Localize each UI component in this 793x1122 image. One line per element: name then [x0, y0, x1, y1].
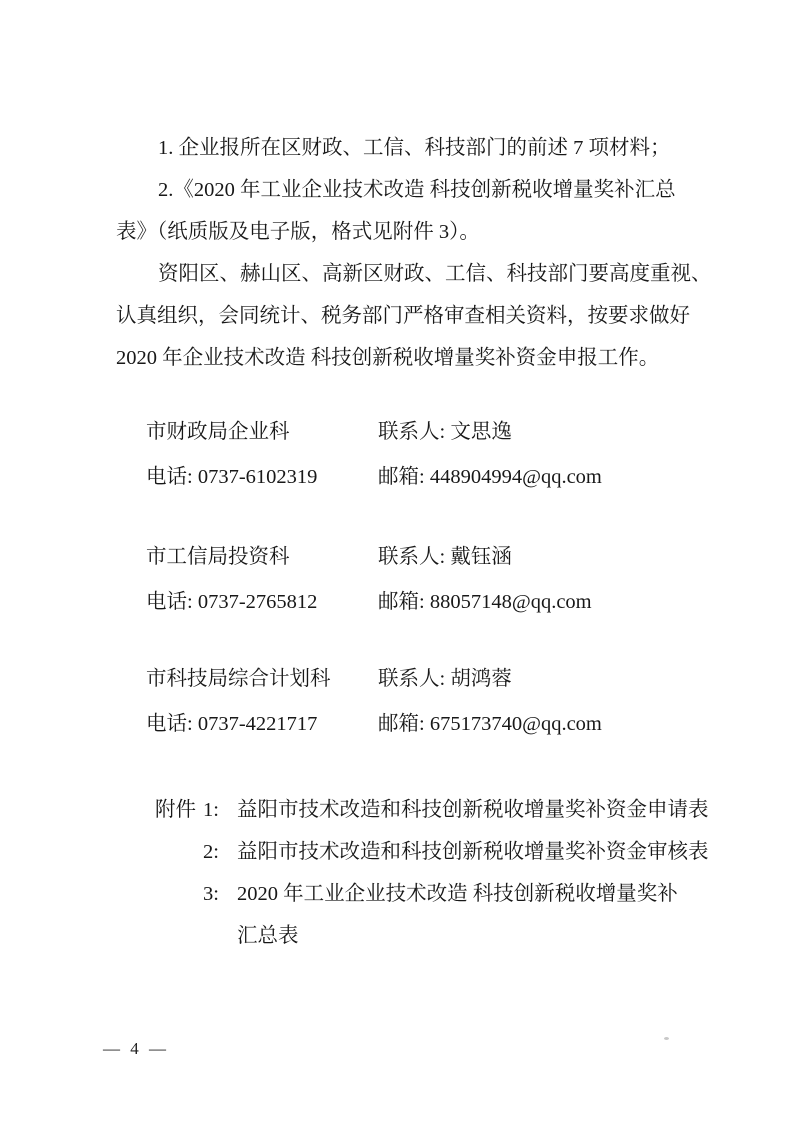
attachments-label: 附件 — [155, 799, 196, 821]
attachment-item-text: 益阳市技术改造和科技创新税收增量奖补资金申请表 — [237, 799, 709, 821]
paragraph-line-1: 资阳区、赫山区、高新区财政、工信、科技部门要高度重视、 — [158, 263, 712, 285]
contact-row — [146, 455, 718, 500]
attachment-item-2 — [155, 831, 716, 873]
attachment-item-text-continuation: 汇总表 — [237, 925, 299, 947]
email-address: 邮箱: 675173740@qq.com — [378, 713, 602, 735]
department-name: 市工信局投资科 — [146, 546, 290, 568]
page-number: — 4 — — [103, 1039, 169, 1058]
attachment-item-3-continuation — [155, 915, 716, 957]
contact-block-finance-bureau — [146, 410, 718, 500]
email-address: 邮箱: 88057148@qq.com — [378, 591, 592, 613]
contact-person: 联系人: 胡鸿蓉 — [378, 668, 512, 690]
attachment-item-number-spacer — [203, 915, 237, 957]
attachments-label-spacer — [155, 915, 203, 957]
attachments-label-spacer — [155, 831, 203, 873]
list-item-2-line-2: 表》（纸质版及电子版，格式见附件 3）。 — [116, 221, 480, 243]
paragraph-line-2: 认真组织，会同统计、税务部门严格审查相关资料，按要求做好 — [116, 305, 690, 327]
body-text — [116, 127, 718, 379]
contact-person: 联系人: 文思逸 — [378, 421, 512, 443]
list-item-1: 1. 企业报所在区财政、工信、科技部门的前述 7 项材料； — [158, 137, 671, 159]
attachment-item-text: 2020 年工业企业技术改造 科技创新税收增量奖补 — [237, 883, 678, 905]
department-name: 市财政局企业科 — [146, 421, 290, 443]
list-item-2-line-1: 2.《2020 年工业企业技术改造 科技创新税收增量奖补汇总 — [158, 179, 676, 201]
attachment-item-number: 3: — [203, 883, 219, 905]
attachment-item-3 — [155, 873, 716, 915]
contact-row — [146, 657, 718, 702]
contact-block-industry-bureau — [146, 535, 718, 625]
phone-number: 电话: 0737-2765812 — [146, 591, 318, 613]
contact-row — [146, 580, 718, 625]
contact-row — [146, 535, 718, 580]
contact-row — [146, 410, 718, 455]
attachments-label-spacer — [155, 873, 203, 915]
attachment-item-text: 益阳市技术改造和科技创新税收增量奖补资金审核表 — [237, 841, 709, 863]
attachment-item-number: 2: — [203, 841, 219, 863]
attachment-item-number: 1: — [203, 799, 219, 821]
contact-person: 联系人: 戴钰涵 — [378, 546, 512, 568]
phone-number: 电话: 0737-4221717 — [146, 713, 318, 735]
email-address: 邮箱: 448904994@qq.com — [378, 466, 602, 488]
attachments-list — [155, 789, 716, 957]
phone-number: 电话: 0737-6102319 — [146, 466, 318, 488]
contact-block-science-bureau — [146, 657, 718, 747]
scan-artifact-dot — [664, 1037, 669, 1040]
attachment-item-1 — [155, 789, 716, 831]
department-name: 市科技局综合计划科 — [146, 668, 331, 690]
paragraph-line-3: 2020 年企业技术改造 科技创新税收增量奖补资金申报工作。 — [116, 347, 660, 369]
contact-row — [146, 702, 718, 747]
